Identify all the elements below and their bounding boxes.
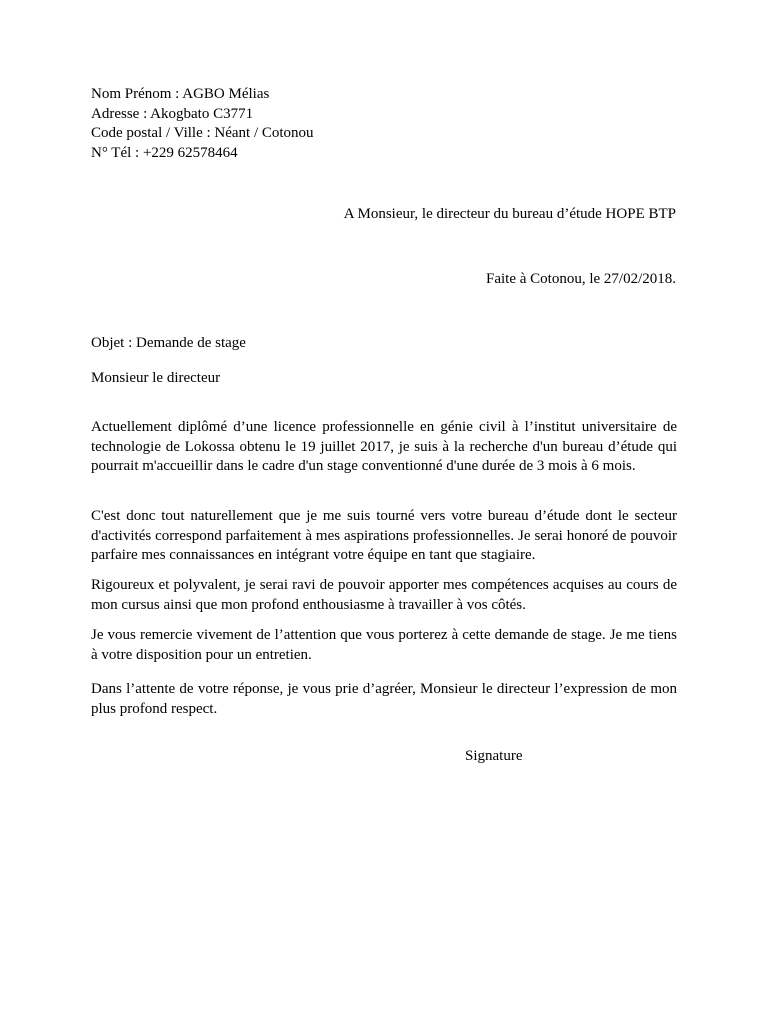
body-paragraph: C'est donc tout naturellement que je me suis tourné vers votre bureau d’étude dont le secteur d'activités correspond parfaitement à mes aspirations professionnelles. Je serai honoré de pouvoir parfaire mes connaissances en intégrant votre équipe en tant que stagiaire. — [91, 508, 677, 563]
sender-address: Adresse : Akogbato C3771 — [91, 105, 254, 122]
signature-label: Signature — [465, 748, 523, 764]
sender-block — [91, 85, 691, 163]
recipient-line: A Monsieur, le directeur du bureau d’étude HOPE BTP — [343, 206, 676, 222]
body-paragraph: Dans l’attente de votre réponse, je vous prie d’agréer, Monsieur le directeur l’expression de mon plus profond respect. — [91, 681, 677, 717]
subject-line: Objet : Demande de stage — [91, 335, 246, 351]
date-place-line: Faite à Cotonou, le 27/02/2018. — [486, 271, 676, 287]
sender-postal-city: Code postal / Ville : Néant / Cotonou — [91, 125, 314, 141]
sender-phone: N° Tél : +229 62578464 — [91, 144, 238, 161]
salutation: Monsieur le directeur — [91, 370, 221, 386]
body-paragraph: Je vous remercie vivement de l’attention que vous porterez à cette demande de stage. Je me tiens à votre disposition pour un entretien. — [91, 627, 677, 663]
body-paragraph: Actuellement diplômé d’une licence professionnelle en génie civil à l’institut universitaire de technologie de Lokossa obtenu le 19 juillet 2017, je suis à la recherche d'un bureau d’étude qui pourrait m'accueillir dans le cadre d'un stage conventionné d'une durée de 3 mois à 6 mois. — [91, 419, 677, 474]
body-paragraph: Rigoureux et polyvalent, je serai ravi de pouvoir apporter mes compétences acquises au cours de mon cursus ainsi que mon profond enthousiasme à travailler à vos côtés. — [91, 577, 677, 613]
sender-name: Nom Prénom : AGBO Mélias — [91, 86, 270, 102]
